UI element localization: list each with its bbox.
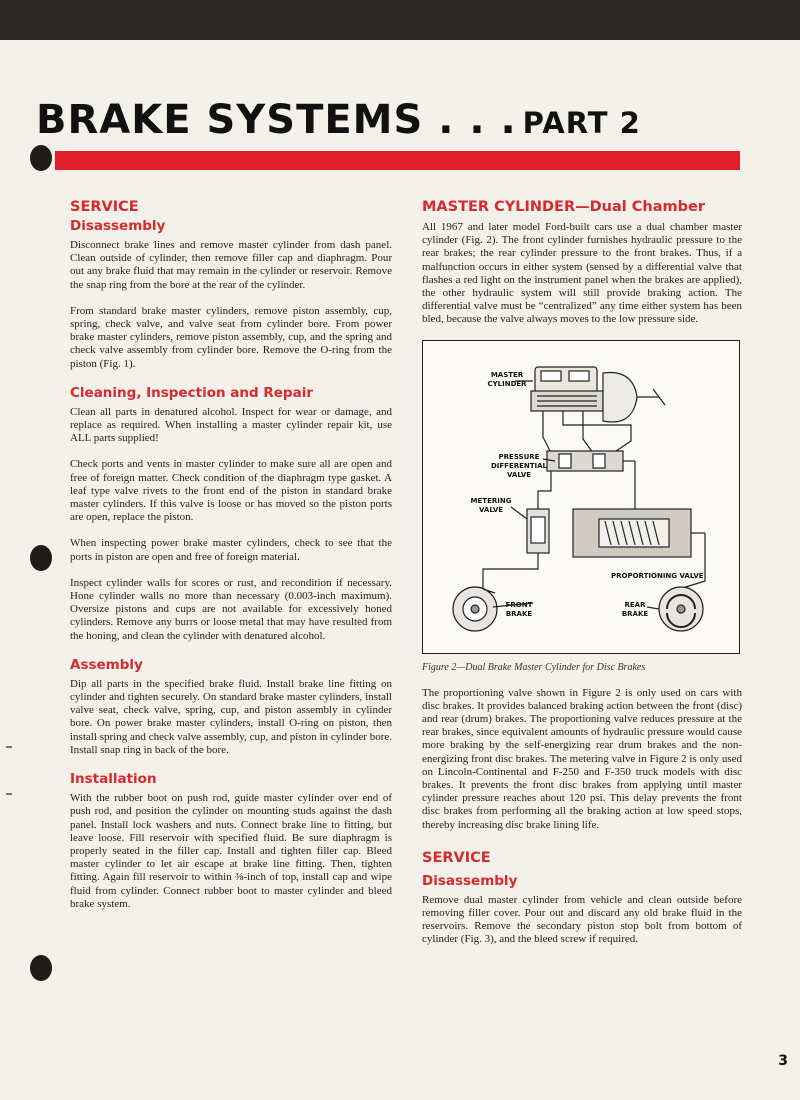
assembly-heading: Assembly bbox=[70, 656, 143, 673]
page-number: 3 bbox=[778, 1053, 788, 1069]
master-cylinder-paragraph: All 1967 and later model Ford-built cars use a dual chamber master cylinder (Fig. 2). The front cylinder furnishes hydraulic pressure to the rear brakes; the rear cylinder pressure to the front brakes. Thus, if a malfunction occurs in either system (sensed by a differential valve that flashes a red light on the instrument panel when the brakes are applied), the other hydraulic system will still provide braking action. The differential valve must be “centralized” any time either system has been bled, because the valve always moves to the low pressure side. bbox=[422, 221, 742, 326]
label-metering-valve: VALVE bbox=[478, 505, 504, 514]
label-valve: VALVE bbox=[506, 470, 532, 479]
label-differential: DIFFERENTIAL bbox=[490, 461, 548, 470]
disassembly-heading: Disassembly bbox=[70, 218, 166, 234]
disassembly-heading-right: Disassembly bbox=[422, 872, 518, 889]
label-rear: REAR bbox=[624, 600, 646, 609]
label-metering: METERING bbox=[470, 496, 512, 505]
label-front-brake: BRAKE bbox=[505, 609, 533, 618]
label-master: MASTER bbox=[490, 370, 524, 379]
title-part: PART 2 bbox=[522, 106, 641, 140]
margin-mark bbox=[6, 746, 12, 748]
label-rear-brake: BRAKE bbox=[621, 609, 649, 618]
service-heading: SERVICE bbox=[70, 199, 139, 215]
label-front: FRONT bbox=[505, 600, 533, 609]
cleaning-paragraph-4: Inspect cylinder walls for scores or rust, and recondition if necessary. Hone cylinder walls no more than necessary (0.003-inch maximum). Oversize pistons and cups are not available for excessively honed cylinders. Remove any burrs or loose metal that may have resulted from the honing, and clean the cylinder with denatured alcohol. bbox=[70, 576, 392, 642]
label-cylinder: CYLINDER bbox=[487, 379, 527, 388]
brake-system-illustration bbox=[423, 341, 739, 653]
margin-mark bbox=[6, 793, 12, 795]
figure-caption: Figure 2—Dual Brake Master Cylinder for Disc Brakes bbox=[422, 661, 646, 673]
cleaning-paragraph-1: Clean all parts in denatured alcohol. Inspect for wear or damage, and replace as required. When installing a master cylinder repair kit, use ALL parts supplied! bbox=[70, 405, 392, 445]
cleaning-paragraph-2: Check ports and vents in master cylinder to make sure all are open and free of foreign matter. Check condition of the diaphragm type gasket. A leaf type valve rivets to the front end of the piston in standard brake master cylinders. If this valve is loose or has moved so the piston ports are open, replace the piston. bbox=[70, 458, 392, 524]
proportioning-paragraph: The proportioning valve shown in Figure 2 is only used on cars with disc brakes. It provides balanced braking action between the front (disc) and rear (drum) brakes. The proportioning valve reduces pressure at the rear brakes, since equivalent amounts of hydraulic pressure would cause more braking by the self-energizing rear drum brakes and the non-energizing front disc brakes. The metering valve in Figure 2 is only used on Lincoln-Continental and F-250 and F-350 truck models with disc brakes. It prevents the front disc brakes from applying until master cylinder pressure reaches about 120 psi. This delay prevents the front disc brakes from performing all the braking action at low speed stops, thereby increasing disc brake lining life. bbox=[422, 686, 742, 831]
disassembly-paragraph-1: Disconnect brake lines and remove master cylinder from dash panel. Clean outside of cylinder, then remove filler cap and diaphragm. Pour out any brake fluid that may remain in the cylinder or reservoir. Remove the snap ring from the bore at the rear of the cylinder. bbox=[70, 239, 392, 291]
cleaning-heading: Cleaning, Inspection and Repair bbox=[70, 384, 313, 401]
disassembly-paragraph-right: Remove dual master cylinder from vehicle and clean outside before removing filler cover. Pour out and discard any old brake fluid in the reservoirs. Remove the secondary piston stop bolt from bottom of cylinder (Fig. 3), and the bleed screw if required. bbox=[422, 893, 742, 946]
label-proportioning: PROPORTIONING VALVE bbox=[611, 571, 704, 580]
cleaning-paragraph-3: When inspecting power brake master cylinders, check to see that the ports in piston are open and free of foreign material. bbox=[70, 537, 392, 563]
binder-hole-middle bbox=[30, 545, 52, 571]
installation-heading: Installation bbox=[70, 771, 157, 788]
title-main: BRAKE SYSTEMS . . . bbox=[36, 97, 517, 143]
title-red-bar bbox=[55, 151, 740, 170]
binder-hole-top bbox=[30, 145, 52, 171]
disassembly-paragraph-2: From standard brake master cylinders, remove piston assembly, cup, spring, check valve, and valve seat from cylinder bore. From power brake master cylinders, remove piston assembly, cup, and the spring and check valve assembly from cylinder bore. Remove the O-ring from the piston (Fig. 1). bbox=[70, 304, 392, 370]
right-column bbox=[422, 198, 742, 947]
assembly-paragraph-1: Dip all parts in the specified brake fluid. Install brake line fitting on cylinder and tighten securely. On standard brake master cylinders, install valve seat, check valve, spring, cup, and piston assembly in cylinder bore. On power brake master cylinders, install O-ring on piston, then install spring and check valve assembly, cup, and piston in cylinder bore. Install snap ring in back of the bore. bbox=[70, 677, 392, 756]
service-heading-right: SERVICE bbox=[422, 849, 491, 866]
figure-2-diagram bbox=[422, 340, 740, 654]
page-title bbox=[36, 97, 641, 143]
master-cylinder-heading: MASTER CYLINDER—Dual Chamber bbox=[422, 199, 706, 215]
installation-paragraph-1: With the rubber boot on push rod, guide master cylinder over end of push rod, and position the cylinder on mounting studs against the dash panel. Install lock washers and nuts. Connect brake line to fitting, but leave loose. Fill reservoir with specified fluid. Be sure diaphragm is properly seated in the filler cap. Install and tighten filler cap. Bleed master cylinder to let air escape at brake line fitting. Then, tighten fitting. Again fill reservoir to within ⅜-inch of top, install cap and wipe fluid from cylinder. Connect rubber boot to master cylinder and bleed brake system. bbox=[70, 792, 392, 910]
label-pressure: PRESSURE bbox=[498, 452, 540, 461]
left-column bbox=[70, 198, 392, 911]
binder-hole-bottom bbox=[30, 955, 52, 981]
